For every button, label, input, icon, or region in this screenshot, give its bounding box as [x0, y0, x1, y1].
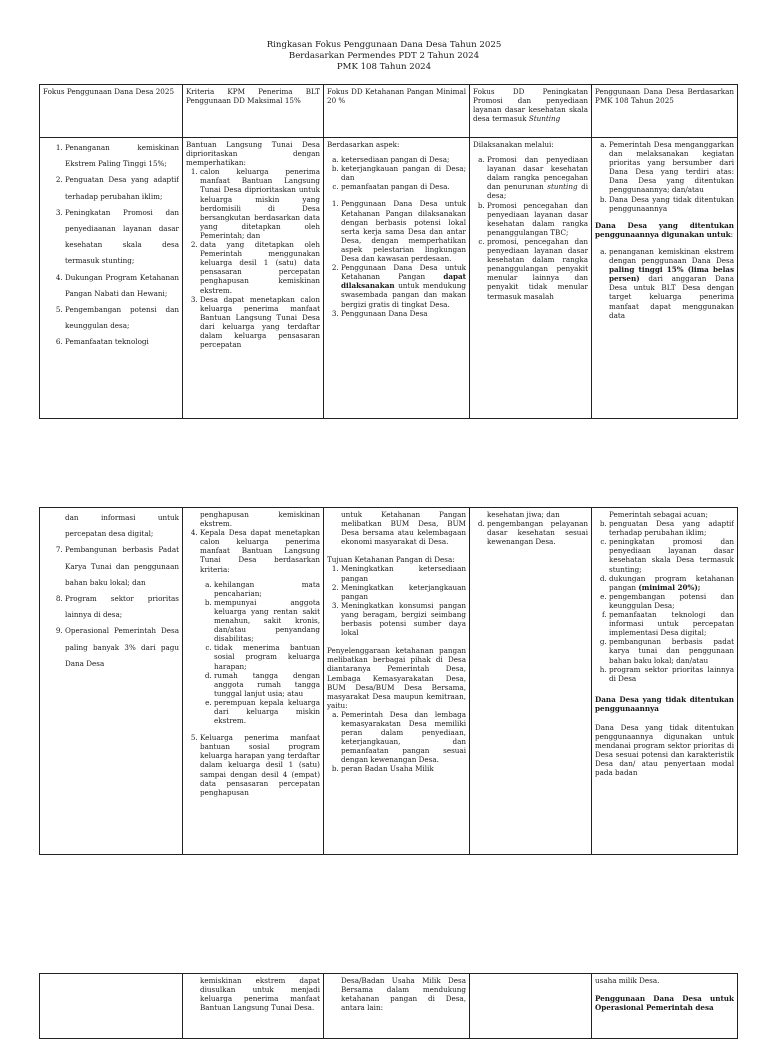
list-item: b. peran Badan Usaha Milik: [341, 764, 466, 773]
list-item: d. pengembangan pelayanan dasar kesehatan sesuai kewenangan Desa.: [487, 519, 588, 546]
list-item: 1. Penanganan kemiskinan Ekstrem Paling Tinggi 15%;: [65, 140, 179, 172]
list-item: [200, 528, 320, 725]
list-item: e. pengembangan potensi dan keunggulan Desa;: [609, 592, 734, 610]
list-item: 2. Meningkatkan keterjangkauan pangan: [341, 583, 466, 601]
list-item: 1. Penggunaan Dana Desa untuk Ketahanan Pangan dilaksanakan dengan berbasis potensi lokal serta kerja sama Desa dan antar Desa, dengan memperhatikan aspek pelestarian lingkungan Desa dan kawasan perdesaan.: [341, 199, 466, 263]
header-stunting: Stunting: [528, 114, 561, 124]
pangan-tujuan: Tujuan Ketahanan Pangan di Desa:: [327, 555, 455, 565]
pangan-cell: [324, 974, 470, 1039]
list-item: d. rumah tangga dengan anggota rumah tangga tunggal lanjut usia; atau: [214, 671, 320, 698]
list-item: 1. calon keluarga penerima manfaat Bantuan Langsung Tunai Desa diprioritaskan untuk keluarga miskin yang berdomisili di Desa bersangkutan berdasarkan data yang ditetapkan oleh Pemerintah; dan: [200, 167, 320, 240]
list-item: a. kehilangan mata pencaharian;: [214, 580, 320, 598]
header-fokus: Fokus Penggunaan Dana Desa 2025: [40, 85, 183, 138]
kesehatan-stunting: stunting: [547, 182, 578, 192]
summary-table-page-2: [39, 507, 738, 855]
list-item: g. pembangunan berbasis padat karya tunai dan penggunaan bahan baku lokal; dan/atau: [609, 637, 734, 664]
list-item: 7. Pembangunan berbasis Padat Karya Tunai dan penggunaan bahan baku lokal; dan: [65, 542, 179, 591]
title-line-1: Ringkasan Fokus Penggunaan Dana Desa Tahun 2025: [266, 40, 502, 50]
list-item: b. Promosi pencegahan dan penyediaan layanan dasar kesehatan dalam rangka penanggulangan TBC;: [487, 201, 588, 237]
pmk-a1: penanganan kemiskinan ekstrem dengan penggunaan Dana Desa: [609, 246, 734, 266]
pmk-paragraph: Dana Desa yang tidak ditentukan penggunaannya digunakan untuk mendanai program sektor prioritas di Desa sesuai potensi dan karakteristik Desa dan/ atau penyertaan modal pada badan: [595, 722, 734, 778]
summary-table-page-1: [39, 84, 738, 419]
content-row: [40, 974, 738, 1039]
pangan-item2-c: untuk mendukung swasembada pangan dan makan bergizi gratis di tingkat Desa.: [341, 281, 466, 309]
kriteria-continuation: kemiskinan ekstrem dapat diusulkan untuk menjadi keluarga penerima manfaat Bantuan Langsung Tunai Desa.: [200, 976, 320, 1013]
list-item: c. pemanfaatan pangan di Desa.: [341, 182, 466, 191]
kriteria-item4: Kepala Desa dapat menetapkan calon keluarga penerima manfaat Bantuan Langsung Tunai Desa berdasarkan kriteria:: [200, 528, 320, 574]
kriteria-cell: [183, 508, 324, 855]
pangan-continuation: untuk Ketahanan Pangan melibatkan BUM Desa, BUM Desa bersama atau kelembagaan ekonomi masyarakat di Desa.: [341, 510, 466, 547]
kesehatan-cell: [470, 974, 592, 1039]
kesehatan-intro: Dilaksanakan melalui:: [473, 140, 554, 149]
kriteria-cell: [183, 974, 324, 1039]
pmk-cell: [592, 138, 738, 419]
pmk-continuation: usaha milik Desa.: [595, 976, 660, 985]
list-item: b. Dana Desa yang tidak ditentukan penggunaannya: [609, 195, 734, 213]
kriteria-intro: Bantuan Langsung Tunai Desa diprioritaskan dengan memperhatikan:: [186, 140, 320, 168]
pangan-item2-a: Penggunaan Dana Desa untuk Ketahanan Pangan: [341, 263, 466, 282]
kesehatan-continuation: kesehatan jiwa; dan: [487, 510, 560, 519]
list-item: 2. data yang ditetapkan oleh Pemerintah menggunakan keluarga desil 1 (satu) data pensasaran percepatan penghapusan kemiskinan ekstrem.: [200, 240, 320, 295]
kesehatan-cell: [470, 138, 592, 419]
list-item: f. pemanfaatan teknologi dan informasi untuk percepatan implementasi Desa digital;: [609, 610, 734, 637]
fokus-cell: [40, 974, 183, 1039]
list-item: 3. Meningkatkan konsumsi pangan yang beragam, bergizi seimbang berbasis potensi sumber daya lokal: [341, 601, 466, 637]
list-item: c. promosi, pencegahan dan penyediaan layanan dasar kesehatan dalam rangka penanggulangan penyakit menular lainnya dan penyakit tidak menular termasuk masalah: [487, 237, 588, 301]
list-item: e. perempuan kepala keluarga dari keluarga miskin ekstrem.: [214, 698, 320, 725]
kesehatan-cell: [470, 508, 592, 855]
pmk-continuation: Pemerintah sebagai acuan;: [609, 510, 708, 519]
list-item: 6. Pemanfaatan teknologi: [65, 334, 179, 350]
list-item: b. penguatan Desa yang adaptif terhadap perubahan iklim;: [609, 519, 734, 537]
pangan-cell: [324, 508, 470, 855]
pmk-a2-bold: paling tinggi 15% (lima belas persen): [609, 265, 734, 284]
header-ketahanan-pangan: Fokus DD Ketahanan Pangan Minimal 20 %: [324, 85, 470, 138]
kriteria-cell: [183, 138, 324, 419]
summary-table-page-3: [39, 973, 738, 1039]
title-line-3: PMK 108 Tahun 2024: [336, 62, 432, 72]
pangan-continuation: Desa/Badan Usaha Milik Desa Bersama dalam mendukung ketahanan pangan di Desa, antara lain:: [341, 976, 466, 1013]
pmk-heading-text: Dana Desa yang ditentukan penggunaannya digunakan untuk: [595, 220, 734, 239]
pangan-penyelenggaraan: Penyelenggaraan ketahanan pangan melibatkan berbagai pihak di Desa diantaranya Pemerintah Desa, Lembaga Kemasyarakatan Desa, BUM Desa/BUM Desa Bersama, masyarakat Desa maupun kemitraan, yaitu:: [327, 646, 466, 710]
pmk-heading-2: Dana Desa yang tidak ditentukan penggunaannya: [595, 694, 734, 713]
title-line-2: Berdasarkan Permendes PDT 2 Tahun 2024: [288, 51, 480, 61]
pmk-heading-3: Penggunaan Dana Desa untuk Operasional Pemerintah desa: [595, 994, 734, 1013]
list-item: 3. Penggunaan Dana Desa: [341, 309, 466, 318]
content-row: [40, 138, 738, 419]
pangan-intro: Berdasarkan aspek:: [327, 140, 400, 149]
list-item: 1. Meningkatkan ketersediaan pangan: [341, 564, 466, 582]
fokus-continuation: dan informasi untuk percepatan desa digital;: [65, 513, 179, 539]
header-kesehatan: [470, 85, 592, 138]
list-item: c. peningkatan promosi dan penyediaan layanan dasar kesehatan skala Desa termasuk stunting;: [609, 537, 734, 573]
list-item: 2. Penguatan Desa yang adaptif terhadap perubahan iklim;: [65, 172, 179, 204]
list-item: 4. Dukungan Program Ketahanan Pangan Nabati dan Hewani;: [65, 270, 179, 302]
content-row: [40, 508, 738, 855]
fokus-cell: [40, 138, 183, 419]
pmk-ketahanan: dukungan program ketahanan pangan: [609, 573, 734, 592]
document-title: [0, 40, 768, 73]
list-item: 3. Peningkatan Promosi dan penyediaanan layanan dasar kesehatan skala desa termasuk stunting;: [65, 205, 179, 270]
list-item: 5. Pengembangan potensi dan keunggulan desa;: [65, 302, 179, 334]
pangan-cell: [324, 138, 470, 419]
list-item: a. Pemerintah Desa dan lembaga kemasyarakatan Desa memiliki peran dalam penyediaan, keterjangkauan, dan pemanfaatan pangan sesuai dengan kewenangan Desa.: [341, 710, 466, 765]
pmk-a3: dari anggaran Dana Desa untuk BLT Desa dengan target keluarga penerima manfaat dapat menggunakan data: [609, 274, 734, 320]
pmk-cell: [592, 974, 738, 1039]
list-item: 9. Operasional Pemerintah Desa paling banyak 3% dari pagu Dana Desa: [65, 623, 179, 672]
kesehatan-a-text: Promosi dan penyediaan layanan dasar kesehatan dalam rangka pencegahan dan penurunan: [487, 155, 588, 192]
header-pmk: Penggunaan Dana Desa Berdasarkan PMK 108 Tahun 2025: [592, 85, 738, 138]
fokus-cell: [40, 508, 183, 855]
header-kriteria-blt: Kriteria KPM Penerima BLT Penggunaan DD Maksimal 15%: [183, 85, 324, 138]
list-item: a. Pemerintah Desa menganggarkan dan melaksanakan kegiatan prioritas yang bersumber dari Dana Desa yang terdiri atas: Dana Desa yang ditentukan penggunaannya; dan/atau: [609, 140, 734, 195]
list-item: 3. Desa dapat menetapkan calon keluarga penerima manfaat Bantuan Langsung Tunai Desa dari keluarga yang terdaftar dalam keluarga pensasaran percepatan: [200, 295, 320, 350]
header-kesehatan-text: Fokus DD Peningkatan Promosi dan penyediaan layanan dasar kesehatan skala desa termasuk: [473, 87, 588, 124]
list-item: c. tidak menerima bantuan sosial program keluarga harapan;: [214, 643, 320, 670]
list-item: h. program sektor prioritas lainnya di Desa: [609, 665, 734, 683]
kesehatan-desa: di desa;: [487, 182, 588, 201]
list-item: a. ketersediaan pangan di Desa;: [341, 155, 466, 164]
pangan-item2-bold: dapat dilaksanakan: [341, 272, 466, 291]
pmk-min20: (minimal 20%);: [638, 582, 701, 592]
list-item: [341, 263, 466, 308]
list-item: b. keterjangkauan pangan di Desa; dan: [341, 164, 466, 182]
list-item: b. mempunyai anggota keluarga yang rentan sakit menahun, sakit kronis, dan/atau penyandang disabilitas;: [214, 598, 320, 643]
pmk-heading-colon: :: [730, 229, 734, 239]
header-row: [40, 85, 738, 138]
kriteria-continuation: penghapusan kemiskinan ekstrem.: [200, 510, 320, 529]
pmk-cell: [592, 508, 738, 855]
list-item: [609, 247, 734, 320]
pmk-heading: [595, 221, 734, 239]
list-item: [487, 155, 588, 200]
list-item: 5. Keluarga penerima manfaat bantuan sosial program keluarga harapan yang terdaftar dalam keluarga desil 1 (satu) sampai dengan desil 4 (empat) data pensasaran percepatan penghapusan: [200, 733, 320, 797]
list-item: [609, 574, 734, 592]
list-item: 8. Program sektor prioritas lainnya di desa;: [65, 591, 179, 623]
